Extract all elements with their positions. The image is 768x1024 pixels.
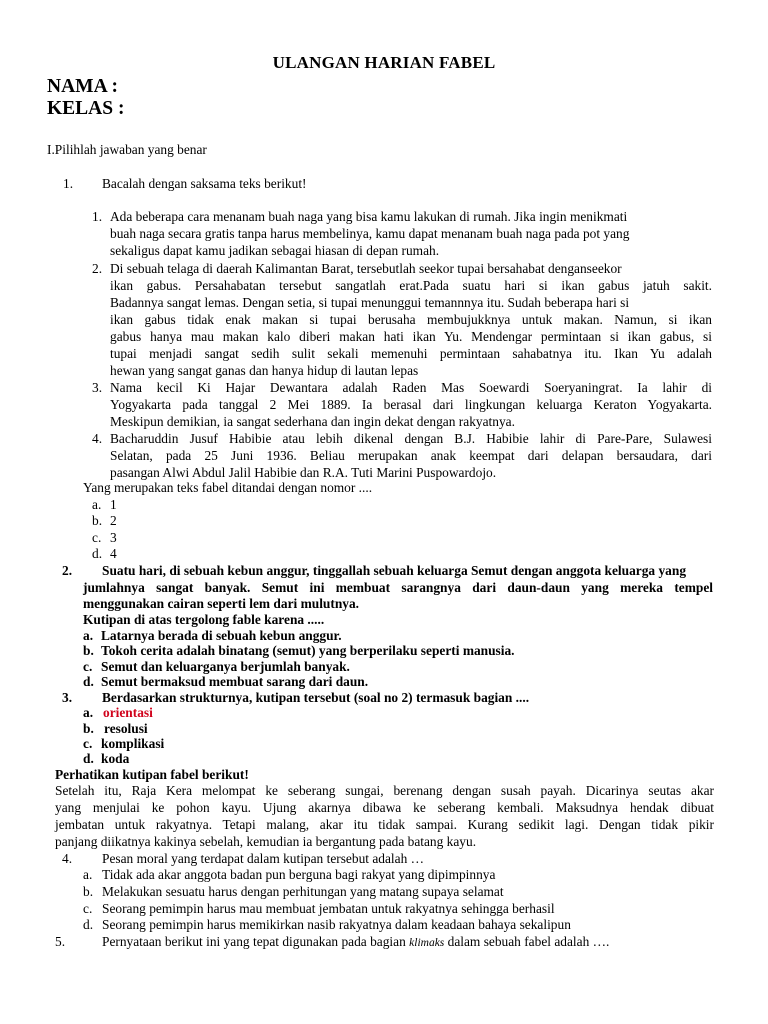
name-label: NAMA :	[47, 76, 118, 97]
option-text: Seorang pemimpin harus mau membuat jembatan untuk rakyatnya sehingga berhasil	[102, 901, 555, 916]
text-number: 3.	[92, 380, 103, 395]
text-line: sekaligus dapat kamu jadikan sebagai hiasan di depan rumah.	[110, 243, 440, 258]
option-text: koda	[101, 751, 130, 766]
text-line: Selatan, pada 25 Juni 1936. Beliau merupakan anak keempat dari delapan bersaudara, dari	[110, 448, 712, 463]
option-letter: a.	[83, 628, 94, 643]
text-number: 1.	[92, 209, 103, 224]
option-text: 2	[110, 513, 117, 528]
option-letter: c.	[92, 530, 102, 545]
option-text: resolusi	[104, 721, 148, 736]
option-letter: c.	[83, 736, 93, 751]
option-text: Melakukan sesuatu harus dengan perhitungan yang matang supaya selamat	[102, 884, 504, 899]
option-text: komplikasi	[101, 736, 165, 751]
option-letter: d.	[92, 546, 103, 561]
text-line: Nama kecil Ki Hajar Dewantara adalah Raden Mas Soewardi Soeryaningrat. Ia lahir di	[110, 380, 712, 395]
text-line: Yogyakarta pada tanggal 2 Mei 1889. Ia berasal dari lingkungan keluarga Keraton Yogyakarta.	[110, 397, 712, 412]
question-5-text-start: Pernyataan berikut ini yang tepat digunakan pada bagian	[102, 934, 410, 949]
option-letter: a.	[83, 867, 93, 882]
option-letter: b.	[83, 721, 94, 736]
option-text: Semut bermaksud membuat sarang dari daun.	[101, 674, 369, 689]
option-letter: d.	[83, 674, 94, 689]
option-letter: a.	[83, 705, 94, 720]
text-number: 2.	[92, 261, 103, 276]
text-line: Meskipun demikian, ia sangat sederhana dan ingin dekat dengan rakyatnya.	[110, 414, 515, 429]
question-1-instruction: Bacalah dengan saksama teks berikut!	[102, 176, 307, 191]
option-letter: b.	[92, 513, 103, 528]
text-line: hewan yang sangat ganas dan hanya hidup di lautan lepas	[110, 363, 419, 378]
question-5-number: 5.	[55, 934, 66, 949]
passage-heading: Perhatikan kutipan fabel berikut!	[55, 767, 249, 782]
option-text: Latarnya berada di sebuah kebun anggur.	[101, 628, 342, 643]
question-3-prompt: Berdasarkan strukturnya, kutipan tersebut (soal no 2) termasuk bagian ....	[102, 690, 530, 705]
question-5-italic-term: klimaks	[409, 937, 445, 949]
question-4-prompt: Pesan moral yang terdapat dalam kutipan tersebut adalah …	[102, 851, 425, 866]
question-5-text-end: dalam sebuah fabel adalah ….	[444, 934, 610, 949]
text-line: Di sebuah telaga di daerah Kalimantan Barat, tersebutlah seekor tupai bersahabat denganseekor	[110, 261, 622, 276]
text-line: Badannya sangat lemas. Dengan setia, si tupai menunggui temannnya itu. Sudah beberapa hari si	[110, 295, 630, 310]
text-number: 4.	[92, 431, 103, 446]
question-2-number: 2.	[62, 563, 73, 578]
option-text: 1	[110, 497, 117, 512]
option-text: Seorang pemimpin harus memikirkan nasib rakyatnya dalam keadaan bahaya sekalipun	[102, 917, 571, 932]
question-3-number: 3.	[62, 690, 73, 705]
section-heading: I.Pilihlah jawaban yang benar	[47, 142, 207, 157]
question-1-number: 1.	[63, 176, 74, 191]
text-line: tupai menjadi sangat sedih sulit sekali memenuhi permintaan sahabatnya itu. Ikan Yu adalah	[110, 346, 712, 361]
option-text: 3	[110, 530, 117, 545]
page-title: ULANGAN HARIAN FABEL	[272, 53, 496, 72]
option-letter: d.	[83, 917, 94, 932]
passage-line: yang menjulai ke pohon kayu. Ujung akarnya dibawa ke seberang kembali. Maksudnya hendak dibuat	[55, 800, 714, 815]
option-letter: d.	[83, 751, 94, 766]
option-letter: a.	[92, 497, 102, 512]
question-2-prompt: Kutipan di atas tergolong fable karena .....	[83, 612, 325, 627]
option-text: Semut dan keluarganya berjumlah banyak.	[101, 659, 350, 674]
option-text-selected: orientasi	[103, 705, 153, 720]
text-line: buah naga secara gratis tanpa harus membelinya, kamu dapat menanam buah naga pada pot yang	[110, 226, 630, 241]
option-letter: b.	[83, 884, 94, 899]
passage-line: jembatan untuk rakyatnya. Tetapi malang, akar itu tidak sampai. Kurang sedikit lagi. Dengan tidak pikir	[55, 817, 714, 832]
text-line: pasangan Alwi Abdul Jalil Habibie dan R.A. Tuti Marini Puspowardojo.	[110, 465, 497, 480]
option-text: Tokoh cerita adalah binatang (semut) yang berperilaku seperti manusia.	[101, 643, 515, 658]
option-text: 4	[110, 546, 117, 561]
option-letter: b.	[83, 643, 94, 658]
option-letter: c.	[83, 901, 93, 916]
text-line: Bacharuddin Jusuf Habibie atau lebih dikenal dengan B.J. Habibie lahir di Pare-Pare, Sulawesi	[110, 431, 712, 446]
question-2-text-line: menggunakan cairan seperti lem dari mulutnya.	[83, 596, 360, 611]
text-line: Ada beberapa cara menanam buah naga yang bisa kamu lakukan di rumah. Jika ingin menikmati	[110, 209, 628, 224]
class-label: KELAS :	[47, 98, 125, 119]
question-2-text-line: jumlahnya sangat banyak. Semut ini membuat sarangnya dari daun-daun yang mereka tempel	[83, 580, 713, 595]
question-4-number: 4.	[62, 851, 73, 866]
question-2-text-line: Suatu hari, di sebuah kebun anggur, tinggallah sebuah keluarga Semut dengan anggota keluarga yang	[102, 563, 687, 578]
question-5-prompt	[102, 934, 609, 952]
text-line: gabus hanya mau makan kalo diberi makan hati ikan Yu. Mendengar permintaan si ikan gabus, si	[110, 329, 712, 344]
passage-line: panjang diikatnya kakinya sebelah, kemudian ia bergantung pada batang kayu.	[55, 834, 477, 849]
option-letter: c.	[83, 659, 93, 674]
text-line: ikan gabus. Persahabatan tersebut sangatlah erat.Pada suatu hari si ikan gabus jatuh sakit.	[110, 278, 712, 293]
question-1-prompt: Yang merupakan teks fabel ditandai dengan nomor ....	[83, 480, 373, 495]
option-text: Tidak ada akar anggota badan pun berguna bagi rakyat yang dipimpinnya	[102, 867, 496, 882]
passage-line: Setelah itu, Raja Kera melompat ke seberang sungai, berenang dengan susah payah. Dicarinya seutas akar	[55, 783, 714, 798]
text-line: ikan gabus tidak enak makan si tupai berusaha membujukknya untuk makan. Namun, si ikan	[110, 312, 712, 327]
